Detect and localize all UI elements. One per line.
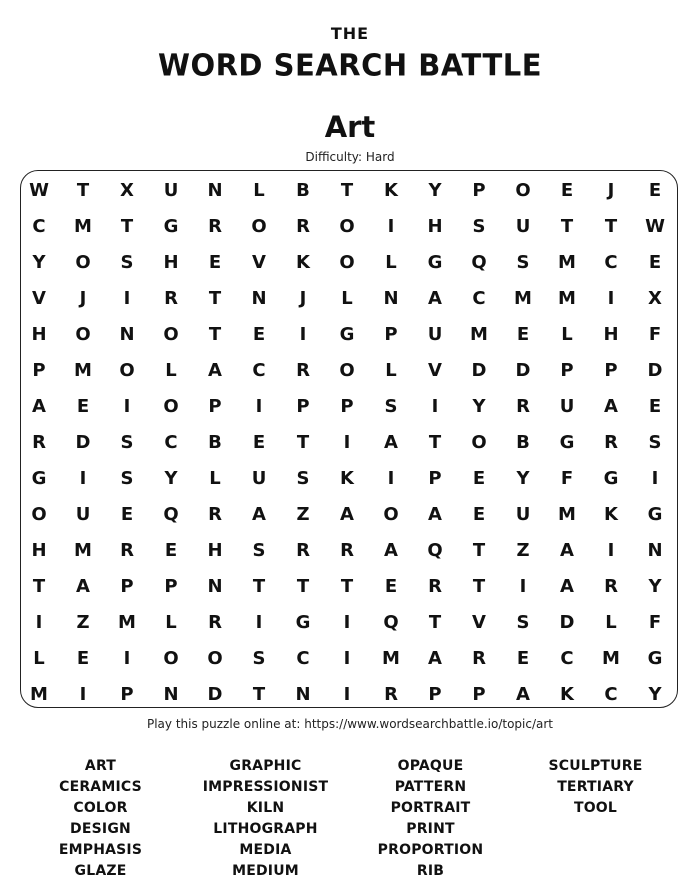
grid-cell[interactable]: W [29,179,49,201]
grid-cell[interactable]: E [384,575,398,597]
word-list-item: KILN [246,800,285,816]
grid-cell[interactable]: E [648,395,662,417]
grid-cell[interactable]: E [164,539,178,561]
grid-cell[interactable]: H [427,215,443,237]
grid-cell[interactable]: R [296,539,310,561]
grid-cell[interactable]: I [299,323,307,345]
grid-cell[interactable]: A [76,575,90,597]
grid-cell[interactable]: C [296,647,310,669]
grid-cell[interactable]: S [252,539,266,561]
grid-cell[interactable]: K [604,503,618,525]
grid-cell[interactable]: E [208,251,222,273]
word-list [18,756,678,882]
grid-cell[interactable]: R [296,359,310,381]
grid-cell[interactable]: A [516,683,530,705]
grid-cell[interactable]: A [560,575,574,597]
word-list-item: TOOL [573,800,618,816]
grid-cell[interactable]: U [75,503,91,525]
grid-row [17,172,677,208]
grid-cell[interactable]: S [252,647,266,669]
grid-cell[interactable]: P [384,323,398,345]
grid-cell[interactable]: Z [296,503,310,525]
grid-cell[interactable]: E [76,395,90,417]
grid-cell[interactable]: O [31,503,47,525]
grid-cell[interactable]: S [296,467,310,489]
grid-cell[interactable]: N [295,683,311,705]
grid-cell[interactable]: P [560,359,574,381]
grid-cell[interactable]: T [340,575,354,597]
grid-cell[interactable]: J [299,287,307,309]
grid-cell[interactable]: T [428,431,442,453]
grid-cell[interactable]: P [428,467,442,489]
word-list-item: COLOR [73,800,128,816]
grid-cell[interactable]: Q [383,611,399,633]
grid-cell[interactable]: O [75,323,91,345]
word-list-item: PATTERN [394,779,467,795]
grid-cell[interactable]: T [120,215,134,237]
grid-cell[interactable]: T [472,575,486,597]
grid-cell[interactable]: E [252,431,266,453]
grid-cell[interactable]: E [648,179,662,201]
grid-cell[interactable]: D [75,431,91,453]
grid-cell[interactable]: R [208,611,222,633]
grid-cell[interactable]: Q [471,251,487,273]
grid-cell[interactable]: R [120,539,134,561]
grid-cell[interactable]: R [164,287,178,309]
word-list-item: PROPORTION [377,842,484,858]
grid-cell[interactable]: H [207,539,223,561]
grid-cell[interactable]: T [340,179,354,201]
grid-cell[interactable]: B [296,179,310,201]
grid-cell[interactable]: I [607,539,615,561]
puzzle-grid [17,172,677,712]
grid-cell[interactable]: N [119,323,135,345]
grid-cell[interactable]: C [32,215,46,237]
grid-cell[interactable]: X [648,287,662,309]
grid-cell[interactable]: S [516,251,530,273]
grid-cell[interactable]: Z [516,539,530,561]
grid-row [17,460,677,496]
brand-the: THE [330,24,370,43]
grid-cell[interactable]: H [603,323,619,345]
grid-cell[interactable]: P [120,575,134,597]
grid-cell[interactable]: N [163,683,179,705]
grid-cell[interactable]: L [165,359,177,381]
grid-cell[interactable]: F [648,323,662,345]
grid-cell[interactable]: I [519,575,527,597]
word-list-column [348,756,513,882]
grid-cell[interactable]: R [472,647,486,669]
grid-cell[interactable]: I [607,287,615,309]
grid-cell[interactable]: R [296,215,310,237]
grid-cell[interactable]: Y [472,395,486,417]
grid-row [17,244,677,280]
grid-cell[interactable]: K [384,179,398,201]
grid-cell[interactable]: O [339,251,355,273]
word-list-item: PRINT [406,821,455,837]
word-list-item: CERAMICS [59,779,142,795]
grid-cell[interactable]: M [558,503,576,525]
grid-cell[interactable]: N [207,575,223,597]
grid-cell[interactable]: H [31,539,47,561]
grid-cell[interactable]: C [472,287,486,309]
grid-cell[interactable]: T [208,287,222,309]
word-list-column [183,756,348,882]
grid-cell[interactable]: G [647,647,663,669]
grid-cell[interactable]: H [31,323,47,345]
grid-cell[interactable]: E [472,503,486,525]
grid-cell[interactable]: F [648,611,662,633]
grid-cell[interactable]: I [123,395,131,417]
puzzle-title: Art [324,110,376,144]
grid-cell[interactable]: M [470,323,488,345]
grid-cell[interactable]: M [74,215,92,237]
grid-cell[interactable]: C [252,359,266,381]
grid-cell[interactable]: I [123,287,131,309]
word-list-column [513,756,678,882]
grid-cell[interactable]: P [428,683,442,705]
grid-cell[interactable]: A [428,647,442,669]
grid-cell[interactable]: L [605,611,617,633]
grid-cell[interactable]: O [119,359,135,381]
grid-cell[interactable]: Y [648,683,662,705]
grid-cell[interactable]: A [560,539,574,561]
grid-cell[interactable]: W [645,215,665,237]
word-list-item: SCULPTURE [548,758,643,774]
grid-cell[interactable]: O [471,431,487,453]
grid-cell[interactable]: R [604,575,618,597]
grid-cell[interactable]: O [515,179,531,201]
grid-cell[interactable]: I [343,683,351,705]
grid-cell[interactable]: L [341,287,353,309]
grid-row [17,208,677,244]
grid-cell[interactable]: M [74,539,92,561]
grid-cell[interactable]: B [208,431,222,453]
grid-cell[interactable]: I [255,395,263,417]
grid-cell[interactable]: Y [648,575,662,597]
grid-cell[interactable]: G [31,467,47,489]
grid-cell[interactable]: G [295,611,311,633]
grid-cell[interactable]: O [383,503,399,525]
word-list-item: LITHOGRAPH [213,821,318,837]
word-list-item: PORTRAIT [390,800,471,816]
grid-cell[interactable]: I [651,467,659,489]
grid-cell[interactable]: R [384,683,398,705]
grid-cell[interactable]: O [339,359,355,381]
grid-cell[interactable]: Z [76,611,90,633]
grid-cell[interactable]: J [79,287,87,309]
grid-row [17,676,677,712]
word-list-item: ART [84,758,117,774]
grid-row [17,604,677,640]
grid-cell[interactable]: Y [428,179,442,201]
grid-cell[interactable]: T [560,215,574,237]
grid-row [17,568,677,604]
grid-cell[interactable]: N [251,287,267,309]
grid-cell[interactable]: M [558,251,576,273]
grid-cell[interactable]: T [252,683,266,705]
grid-cell[interactable]: O [163,647,179,669]
word-list-item: MEDIA [239,842,292,858]
grid-cell[interactable]: T [296,431,310,453]
word-list-item: OPAQUE [397,758,464,774]
grid-cell[interactable]: E [120,503,134,525]
grid-cell[interactable]: S [472,215,486,237]
grid-cell[interactable]: Y [32,251,46,273]
grid-cell[interactable]: C [604,683,618,705]
grid-cell[interactable]: M [558,287,576,309]
word-list-item: IMPRESSIONIST [202,779,329,795]
grid-cell[interactable]: O [251,215,267,237]
grid-cell[interactable]: T [604,215,618,237]
grid-cell[interactable]: I [79,467,87,489]
grid-cell[interactable]: L [385,251,397,273]
grid-cell[interactable]: I [343,647,351,669]
grid-cell[interactable]: E [472,467,486,489]
grid-cell[interactable]: I [255,611,263,633]
grid-cell[interactable]: R [516,395,530,417]
grid-cell[interactable]: S [120,431,134,453]
grid-cell[interactable]: R [208,503,222,525]
grid-cell[interactable]: K [560,683,574,705]
grid-cell[interactable]: O [339,215,355,237]
word-list-item: DESIGN [70,821,131,837]
grid-cell[interactable]: L [385,359,397,381]
word-list-item: EMPHASIS [58,842,143,858]
grid-cell[interactable]: U [515,215,531,237]
grid-cell[interactable]: U [427,323,443,345]
grid-cell[interactable]: Y [164,467,178,489]
grid-cell[interactable]: N [207,179,223,201]
grid-row [17,640,677,676]
grid-cell[interactable]: G [427,251,443,273]
grid-cell[interactable]: P [164,575,178,597]
grid-cell[interactable]: R [32,431,46,453]
grid-row [17,424,677,460]
word-list-item: MEDIUM [232,863,299,879]
grid-cell[interactable]: V [428,359,442,381]
grid-cell[interactable]: M [382,647,400,669]
grid-cell[interactable]: P [208,395,222,417]
grid-cell[interactable]: A [252,503,266,525]
grid-cell[interactable]: S [648,431,662,453]
grid-cell[interactable]: B [516,431,530,453]
grid-cell[interactable]: T [76,179,90,201]
grid-cell[interactable]: P [120,683,134,705]
grid-cell[interactable]: N [383,287,399,309]
grid-cell[interactable]: I [343,431,351,453]
grid-cell[interactable]: G [603,467,619,489]
grid-cell[interactable]: P [604,359,618,381]
grid-cell[interactable]: I [79,683,87,705]
grid-cell[interactable]: A [428,503,442,525]
grid-cell[interactable]: T [296,575,310,597]
grid-cell[interactable]: T [472,539,486,561]
grid-row [17,352,677,388]
play-online-link[interactable]: Play this puzzle online at: https://www.wordsearchbattle.io/topic/art [146,717,554,731]
grid-cell[interactable]: T [428,611,442,633]
grid-cell[interactable]: O [163,323,179,345]
grid-cell[interactable]: I [431,395,439,417]
grid-cell[interactable]: I [387,215,395,237]
word-list-item: GRAPHIC [229,758,302,774]
grid-cell[interactable]: F [560,467,574,489]
grid-cell[interactable]: K [296,251,310,273]
difficulty-label: Difficulty: Hard [305,150,395,164]
grid-cell[interactable]: E [76,647,90,669]
grid-cell[interactable]: I [35,611,43,633]
grid-cell[interactable]: E [648,251,662,273]
grid-cell[interactable]: P [340,395,354,417]
grid-cell[interactable]: P [32,359,46,381]
grid-cell[interactable]: V [472,611,486,633]
grid-cell[interactable]: D [559,611,575,633]
grid-cell[interactable]: R [428,575,442,597]
grid-cell[interactable]: Q [163,503,179,525]
grid-cell[interactable]: A [428,287,442,309]
grid-cell[interactable]: A [384,431,398,453]
grid-cell[interactable]: R [604,431,618,453]
grid-cell[interactable]: G [339,323,355,345]
grid-cell[interactable]: E [516,647,530,669]
grid-cell[interactable]: G [647,503,663,525]
grid-cell[interactable]: U [515,503,531,525]
grid-cell[interactable]: T [252,575,266,597]
grid-cell[interactable]: M [118,611,136,633]
grid-cell[interactable]: C [560,647,574,669]
grid-cell[interactable]: S [384,395,398,417]
grid-cell[interactable]: H [163,251,179,273]
brand-logo-title: WORD SEARCH BATTLE [157,47,543,83]
grid-cell[interactable]: L [165,611,177,633]
grid-cell[interactable]: A [604,395,618,417]
grid-cell[interactable]: T [32,575,46,597]
grid-cell[interactable]: L [561,323,573,345]
word-list-item: RIB [416,863,445,879]
grid-cell[interactable]: O [75,251,91,273]
grid-cell[interactable]: V [32,287,46,309]
grid-cell[interactable]: I [343,611,351,633]
grid-cell[interactable]: D [647,359,663,381]
grid-cell[interactable]: A [208,359,222,381]
grid-cell[interactable]: I [387,467,395,489]
grid-cell[interactable]: X [120,179,134,201]
grid-cell[interactable]: L [33,647,45,669]
grid-cell[interactable]: E [516,323,530,345]
grid-cell[interactable]: K [340,467,354,489]
grid-cell[interactable]: C [164,431,178,453]
word-list-column [18,756,183,882]
grid-cell[interactable]: U [163,179,179,201]
grid-cell[interactable]: D [471,359,487,381]
grid-cell[interactable]: V [252,251,266,273]
grid-cell[interactable]: A [384,539,398,561]
grid-cell[interactable]: C [604,251,618,273]
grid-cell[interactable]: A [340,503,354,525]
grid-row [17,280,677,316]
grid-cell[interactable]: G [559,431,575,453]
grid-cell[interactable]: M [74,359,92,381]
grid-cell[interactable]: P [472,683,486,705]
grid-cell[interactable]: P [296,395,310,417]
grid-cell[interactable]: A [32,395,46,417]
grid-row [17,316,677,352]
grid-row [17,388,677,424]
word-list-item: GLAZE [74,863,127,879]
grid-cell[interactable]: S [120,467,134,489]
grid-cell[interactable]: M [30,683,48,705]
grid-cell[interactable]: L [253,179,265,201]
grid-row [17,532,677,568]
grid-cell[interactable]: L [209,467,221,489]
grid-cell[interactable]: I [123,647,131,669]
grid-cell[interactable]: D [515,359,531,381]
grid-cell[interactable]: E [560,179,574,201]
grid-cell[interactable]: E [252,323,266,345]
grid-cell[interactable]: N [647,539,663,561]
grid-cell[interactable]: M [602,647,620,669]
word-list-item: TERTIARY [557,779,634,795]
grid-cell[interactable]: S [516,611,530,633]
grid-cell[interactable]: T [208,323,222,345]
grid-cell[interactable]: O [163,395,179,417]
grid-cell[interactable]: R [340,539,354,561]
grid-cell[interactable]: M [514,287,532,309]
grid-cell[interactable]: G [163,215,179,237]
grid-cell[interactable]: P [472,179,486,201]
grid-cell[interactable]: S [120,251,134,273]
grid-cell[interactable]: O [207,647,223,669]
grid-cell[interactable]: U [251,467,267,489]
grid-cell[interactable]: J [607,179,615,201]
grid-cell[interactable]: U [559,395,575,417]
grid-cell[interactable]: R [208,215,222,237]
grid-cell[interactable]: D [207,683,223,705]
grid-row [17,496,677,532]
grid-cell[interactable]: Y [516,467,530,489]
grid-cell[interactable]: Q [427,539,443,561]
